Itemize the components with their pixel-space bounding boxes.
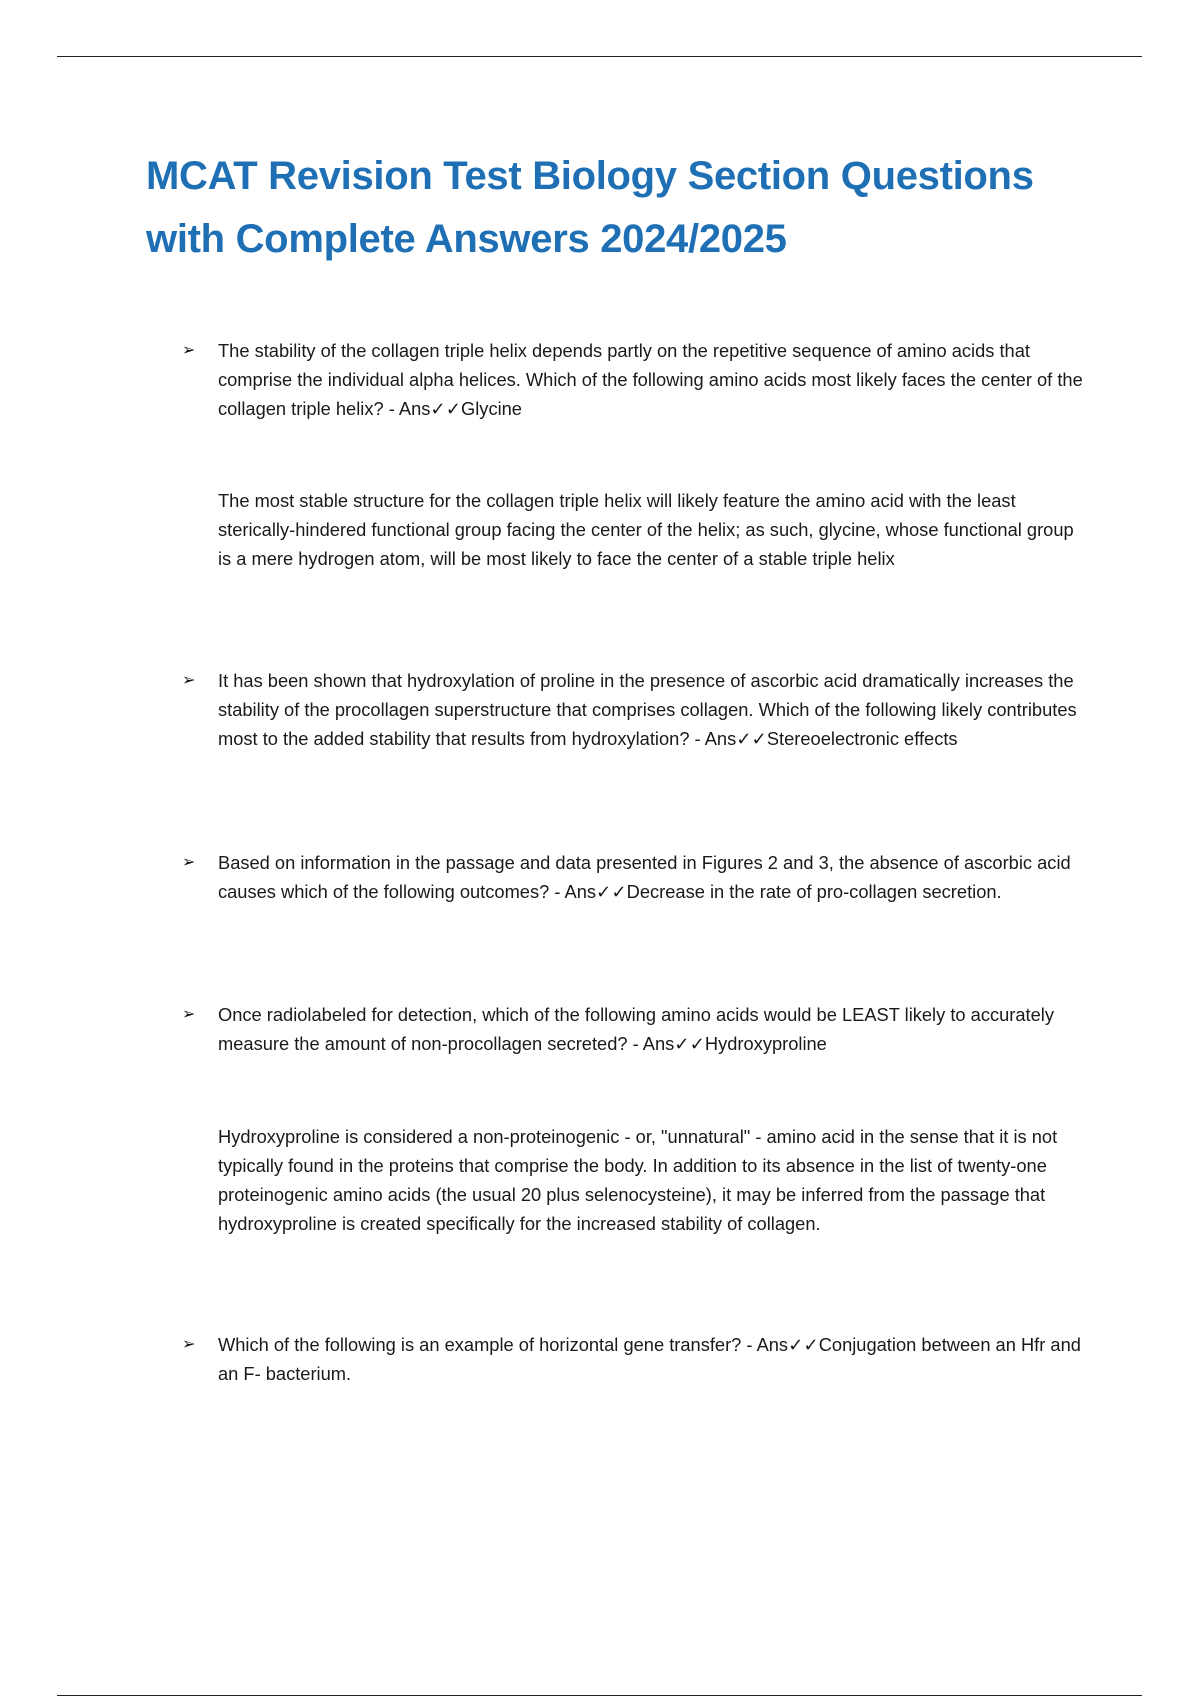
question-item-5 [182, 1330, 1088, 1388]
question-text: The stability of the collagen triple helix depends partly on the repetitive sequence of amino acids that comprise the individual alpha helices. Which of the following amino acids most likely faces the center of the collagen triple helix? - Ans✓✓Glycine [218, 340, 1083, 419]
explanation-4: Hydroxyproline is considered a non-proteinogenic - or, "unnatural" - amino acid in the sense that it is not typically found in the proteins that comprise the body. In addition to its absence in the list of twenty-one proteinogenic amino acids (the usual 20 plus selenocysteine), it may be inferred from the passage that hydroxyproline is created specifically for the increased stability of collagen. [218, 1126, 1058, 1234]
question-text: Which of the following is an example of horizontal gene transfer? - Ans✓✓Conjugation between an Hfr and an F- bacterium. [218, 1334, 1081, 1384]
question-text: Once radiolabeled for detection, which of the following amino acids would be LEAST likely to accurately measure the amount of non-procollagen secreted? - Ans✓✓Hydroxyproline [218, 1004, 1054, 1054]
arrow-bullet-icon: ➢ [182, 1336, 196, 1353]
arrow-bullet-icon: ➢ [182, 854, 196, 871]
header-rule [57, 56, 1142, 57]
question-text: It has been shown that hydroxylation of proline in the presence of ascorbic acid dramatically increases the stability of the procollagen superstructure that comprises collagen. Which of the following likely contributes most to the added stability that results from hydroxylation? - Ans✓✓Stereoelectronic effects [218, 670, 1077, 749]
question-item-1 [182, 336, 1088, 423]
arrow-bullet-icon: ➢ [182, 342, 196, 359]
question-item-3 [182, 848, 1088, 906]
arrow-bullet-icon: ➢ [182, 1006, 196, 1023]
explanation-1: The most stable structure for the collagen triple helix will likely feature the amino acid with the least sterically-hindered functional group facing the center of the helix; as such, glycine, whose functional group is a mere hydrogen atom, will be most likely to face the center of a stable triple helix [218, 490, 1074, 569]
question-text: Based on information in the passage and data presented in Figures 2 and 3, the absence of ascorbic acid causes which of the following outcomes? - Ans✓✓Decrease in the rate of pro-collagen secretion. [218, 852, 1071, 902]
question-item-2 [182, 666, 1088, 753]
question-item-4 [182, 1000, 1088, 1058]
document-title: MCAT Revision Test Biology Section Questions with Complete Answers 2024/2025 [146, 154, 1034, 261]
footer-rule [57, 1695, 1142, 1696]
arrow-bullet-icon: ➢ [182, 672, 196, 689]
